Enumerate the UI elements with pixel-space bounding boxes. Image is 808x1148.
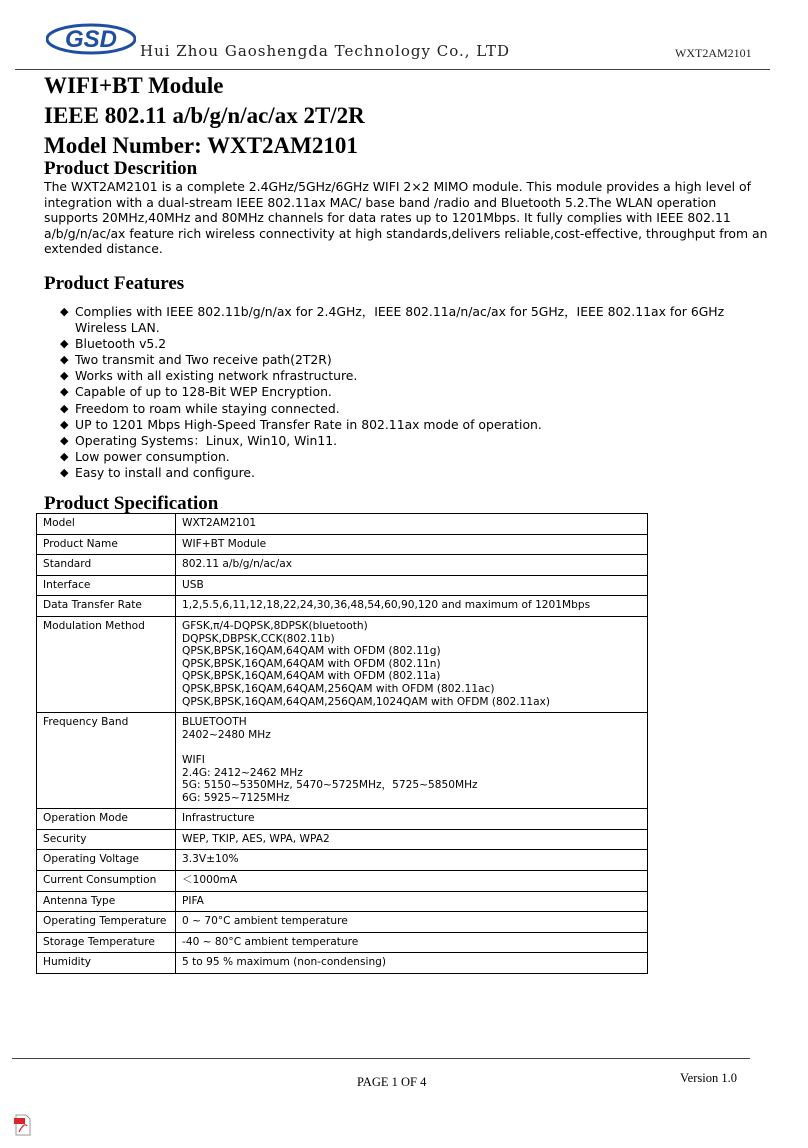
spec-key: Standard — [37, 555, 176, 576]
spec-row — [37, 555, 648, 576]
spec-key: Data Transfer Rate — [37, 596, 176, 617]
spec-row — [37, 575, 648, 596]
spec-key: Operating Voltage — [37, 850, 176, 871]
gsd-logo — [46, 22, 136, 56]
spec-key: Model — [37, 514, 176, 535]
feature-item — [60, 304, 760, 336]
feature-item — [60, 465, 760, 481]
spec-row — [37, 829, 648, 850]
logo-text: GSD — [64, 26, 118, 53]
pdf-icon — [14, 1114, 32, 1136]
page-number: PAGE 1 OF 4 — [357, 1075, 427, 1089]
feature-text: Operating Systems：Linux, Win10, Win11. — [75, 432, 338, 448]
spec-value: WXT2AM2101 — [176, 514, 648, 535]
feature-text: Two transmit and Two receive path(2T2R) — [75, 352, 332, 368]
bullet-diamond-icon: ◆ — [60, 465, 69, 479]
title-line-1: WIFI+BT Module — [44, 73, 224, 98]
spec-row — [37, 912, 648, 933]
spec-value: WIF+BT Module — [176, 534, 648, 555]
header-divider — [15, 69, 770, 70]
spec-row — [37, 809, 648, 830]
spec-row — [37, 871, 648, 892]
spec-key: Storage Temperature — [37, 932, 176, 953]
bullet-diamond-icon: ◆ — [60, 417, 69, 431]
spec-key: Frequency Band — [37, 713, 176, 809]
footer-divider — [12, 1058, 750, 1059]
bullet-diamond-icon: ◆ — [60, 369, 69, 383]
spec-key: Product Name — [37, 534, 176, 555]
feature-text: Easy to install and configure. — [75, 464, 255, 480]
spec-value: 5 to 95 % maximum (non-condensing) — [176, 953, 648, 974]
feature-text: UP to 1201 Mbps High-Speed Transfer Rate in 802.11ax mode of operation. — [75, 416, 542, 432]
spec-heading: Product Specification — [44, 493, 219, 514]
bullet-diamond-icon: ◆ — [60, 385, 69, 399]
feature-item — [60, 384, 760, 400]
spec-value: 3.3V±10% — [176, 850, 648, 871]
header-doc-id: WXT2AM2101 — [675, 46, 752, 60]
feature-text: Complies with IEEE 802.11b/g/n/ax for 2.4GHz，IEEE 802.11a/n/ac/ax for 5GHz，IEEE 802.11ax for 6GHz Wireless LAN. — [75, 304, 725, 336]
spec-key: Operation Mode — [37, 809, 176, 830]
spec-value: USB — [176, 575, 648, 596]
company-name: Hui Zhou Gaoshengda Technology Co., LTD — [140, 42, 511, 60]
title-line-3: Model Number: WXT2AM2101 — [44, 133, 358, 158]
spec-value: PIFA — [176, 891, 648, 912]
title-line-2: IEEE 802.11 a/b/g/n/ac/ax 2T/2R — [44, 103, 365, 128]
spec-key: Operating Temperature — [37, 912, 176, 933]
spec-value: Infrastructure — [176, 809, 648, 830]
spec-row — [37, 953, 648, 974]
spec-row — [37, 534, 648, 555]
feature-text: Works with all existing network nfrastructure. — [75, 368, 358, 384]
feature-item — [60, 336, 760, 352]
features-heading: Product Features — [44, 273, 185, 294]
bullet-diamond-icon: ◆ — [60, 433, 69, 447]
spec-key: Modulation Method — [37, 616, 176, 712]
bullet-diamond-icon: ◆ — [60, 305, 69, 318]
feature-item — [60, 433, 760, 449]
feature-text: Bluetooth v5.2 — [75, 336, 167, 352]
description-text: The WXT2AM2101 is a complete 2.4GHz/5GHz/6GHz WIFI 2×2 MIMO module. This module provides a high level of integration with a dual-stream IEEE 802.11ax MAC/ base band /radio and Bluetooth 5.2.The WLAN operation supports 20MHz,40MHz and 80MHz channels for data rates up to 1201Mbps. It fully complies with IEEE 802.11 a/b/g/n/ac/ax feature rich wireless connectivity at high standards,delivers reliable,cost-effective, throughput from an extended distance. — [44, 179, 768, 256]
spec-value: 802.11 a/b/g/n/ac/ax — [176, 555, 648, 576]
bullet-diamond-icon: ◆ — [60, 401, 69, 415]
spec-row — [37, 891, 648, 912]
feature-text: Capable of up to 128-Bit WEP Encryption. — [75, 384, 332, 400]
spec-value: -40 ~ 80°C ambient temperature — [176, 932, 648, 953]
spec-key: Security — [37, 829, 176, 850]
feature-text: Freedom to roam while staying connected. — [75, 400, 340, 416]
spec-key: Humidity — [37, 953, 176, 974]
spec-key: Antenna Type — [37, 891, 176, 912]
spec-value: ＜1000mA — [176, 871, 648, 892]
spec-value: 0 ~ 70°C ambient temperature — [176, 912, 648, 933]
description-heading: Product Descrition — [44, 158, 198, 179]
feature-item — [60, 368, 760, 384]
bullet-diamond-icon: ◆ — [60, 337, 69, 351]
bullet-diamond-icon: ◆ — [60, 449, 69, 463]
version-label: Version 1.0 — [680, 1071, 737, 1085]
spec-row — [37, 616, 648, 712]
spec-key: Interface — [37, 575, 176, 596]
feature-text: Low power consumption. — [75, 448, 230, 464]
spec-row — [37, 713, 648, 809]
spec-table — [36, 513, 648, 974]
spec-value: BLUETOOTH 2402~2480 MHz WIFI 2.4G: 2412~2462 MHz 5G: 5150~5350MHz, 5470~5725MHz，5725~5850MHz 6G: 5925~7125MHz — [176, 713, 648, 809]
spec-row — [37, 596, 648, 617]
spec-key: Current Consumption — [37, 871, 176, 892]
bullet-diamond-icon: ◆ — [60, 353, 69, 367]
feature-item — [60, 352, 760, 368]
spec-value: WEP, TKIP, AES, WPA, WPA2 — [176, 829, 648, 850]
feature-item — [60, 401, 760, 417]
spec-row — [37, 850, 648, 871]
spec-value: GFSK,π/4-DQPSK,8DPSK(bluetooth) DQPSK,DBPSK,CCK(802.11b) QPSK,BPSK,16QAM,64QAM with OFDM (802.11g) QPSK,BPSK,16QAM,64QAM with OFDM (802.11n) QPSK,BPSK,16QAM,64QAM with OFDM (802.11a) QPSK,BPSK,16QAM,64QAM,256QAM with OFDM (802.11ac) QPSK,BPSK,16QAM,64QAM,256QAM,1024QAM with OFDM (802.11ax) — [176, 616, 648, 712]
feature-item — [60, 449, 760, 465]
spec-value: 1,2,5.5,6,11,12,18,22,24,30,36,48,54,60,90,120 and maximum of 1201Mbps — [176, 596, 648, 617]
features-list — [60, 304, 760, 481]
spec-row — [37, 514, 648, 535]
page-header — [0, 0, 808, 72]
spec-row — [37, 932, 648, 953]
feature-item — [60, 417, 760, 433]
